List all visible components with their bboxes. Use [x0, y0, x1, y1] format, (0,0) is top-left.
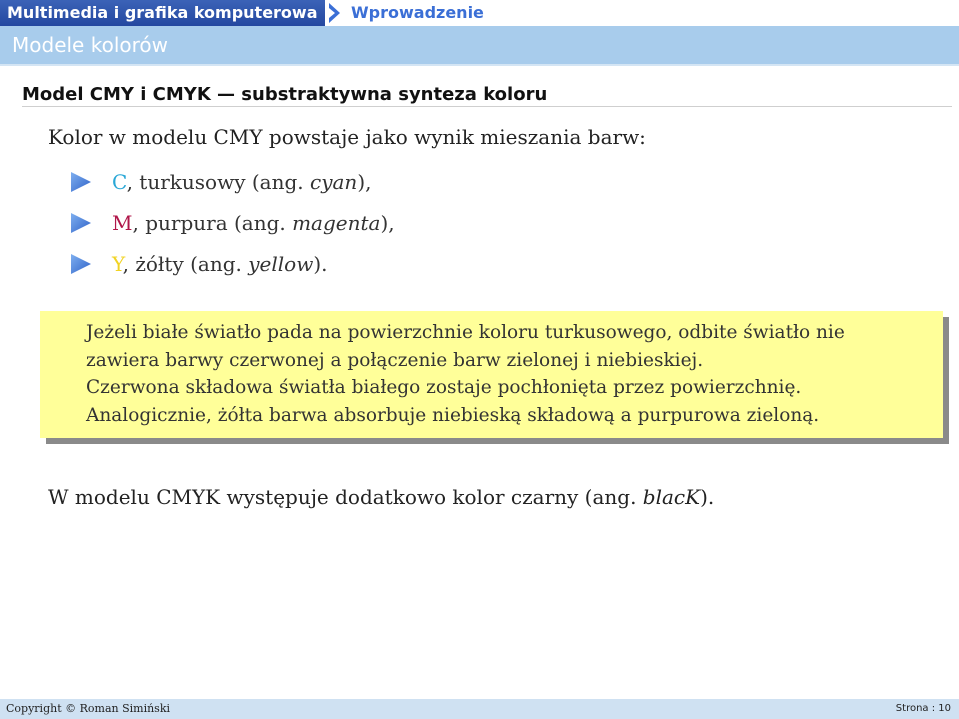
outro-prefix: W modelu CMYK występuje dodatkowo kolor czarny (ang. [48, 485, 643, 509]
banner-divider [0, 64, 959, 66]
footer-copyright: Copyright © Roman Simiński [6, 702, 171, 715]
intro-text: Kolor w modelu CMY powstaje jako wynik mieszania barw: [48, 125, 646, 149]
bullet-text: , purpura (ang. [132, 211, 293, 235]
yellow-letter: Y [112, 252, 123, 276]
magenta-letter: M [112, 211, 133, 235]
bullet-term: magenta [292, 211, 381, 235]
note-line: Analogicznie, żółta barwa absorbuje niebieską składową a purpurowa zieloną. [86, 404, 820, 426]
slide-title: Model CMY i CMYK — substraktywna synteza koloru [22, 84, 548, 105]
chevron-right-icon [327, 0, 345, 26]
triangle-bullet-icon [70, 253, 92, 275]
outro-term: blacK [642, 485, 701, 509]
list-item [70, 168, 371, 196]
note-line: Czerwona składowa światła białego zostaje pochłonięta przez powierzchnię. [86, 377, 802, 398]
note-box [40, 311, 943, 438]
section-link[interactable] [325, 0, 959, 26]
course-title: Multimedia i grafika komputerowa [0, 0, 325, 26]
bullet-term: cyan [310, 170, 358, 194]
title-divider [22, 106, 952, 107]
note-line: zawiera barwy czerwonej a połączenie barw zielonej i niebieskiej. [86, 349, 704, 371]
bullet-tail: ), [357, 170, 372, 194]
list-item [70, 250, 328, 278]
footer-bar [0, 699, 959, 719]
cyan-letter: C [112, 170, 127, 194]
page-number: Strona : 10 [895, 703, 951, 714]
topic-banner: Modele kolorów [0, 26, 959, 64]
bullet-text: , żółty (ang. [122, 252, 249, 276]
bullet-tail: ), [380, 211, 395, 235]
header-bar [0, 0, 959, 26]
list-item [70, 209, 395, 237]
bullet-term: yellow [248, 252, 314, 276]
triangle-bullet-icon [70, 212, 92, 234]
bullet-tail: ). [313, 252, 328, 276]
outro-text [48, 485, 714, 509]
triangle-bullet-icon [70, 171, 92, 193]
outro-suffix: ). [700, 485, 715, 509]
note-line: Jeżeli białe światło pada na powierzchnie koloru turkusowego, odbite światło nie [86, 322, 845, 343]
section-title: Wprowadzenie [351, 3, 484, 22]
bullet-text: , turkusowy (ang. [126, 170, 310, 194]
